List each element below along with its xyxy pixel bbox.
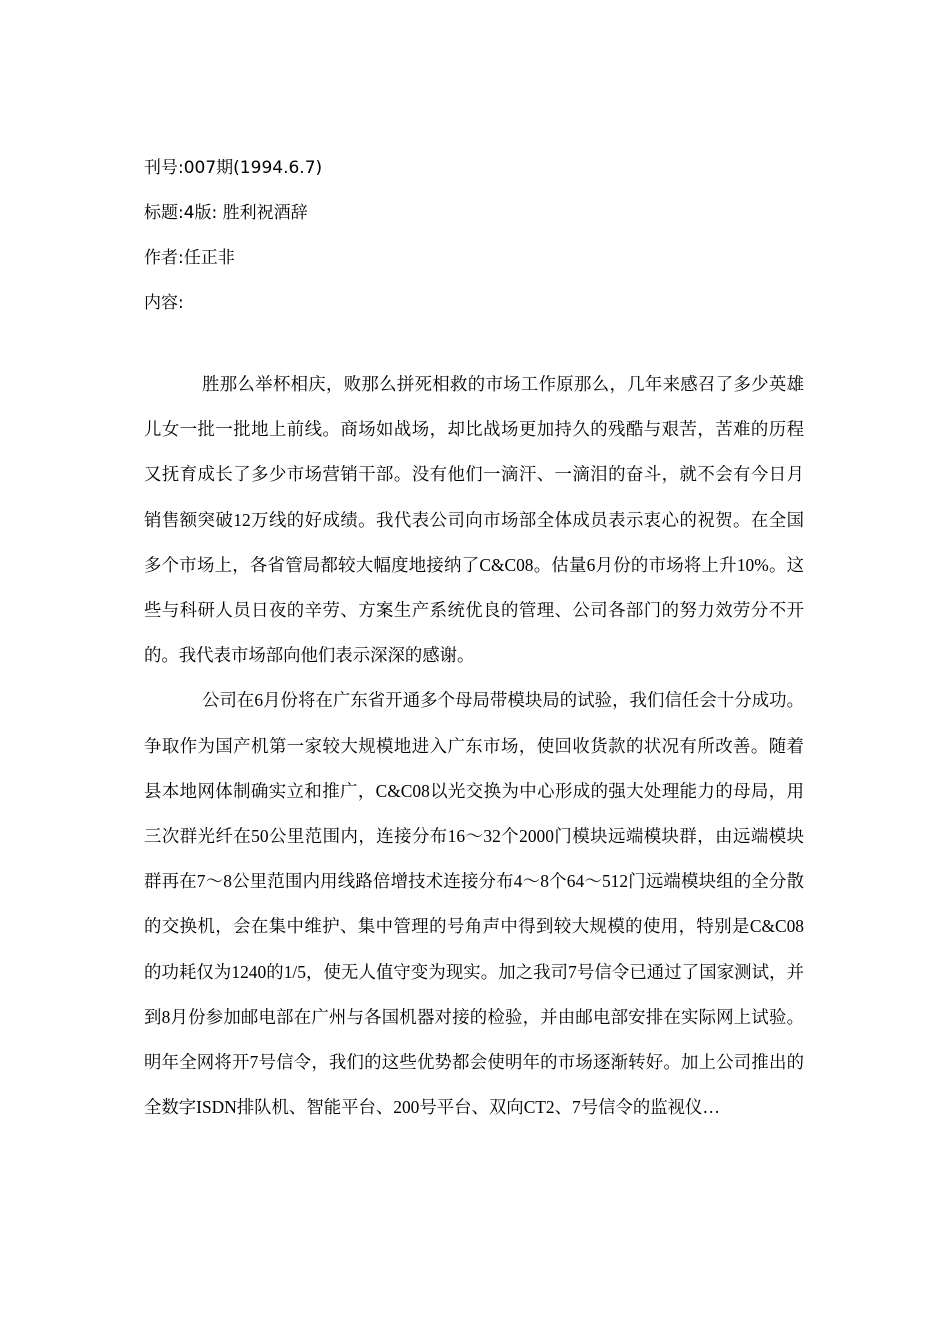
- paragraph-2: 公司在6月份将在广东省开通多个母局带模块局的试验，我们信任会十分成功。争取作为国产机第一家较大规模地进入广东市场，使回收货款的状况有所改善。随着县本地网体制确实立和推广，C&C08以光交换为中心形成的强大处理能力的母局，用三次群光纤在50公里范围内，连接分布16～32个2000门模块远端模块群，由远端模块群再在7～8公里范围内用线路倍增技术连接分布4～8个64～512门远端模块组的全分散的交换机，会在集中维护、集中管理的号角声中得到较大规模的使用，特别是C&C08的功耗仅为1240的1/5，使无人值守变为现实。加之我司7号信令已通过了国家测试，并到8月份参加邮电部在广州与各国机器对接的检验，并由邮电部安排在实际网上试验。明年全网将开7号信令，我们的这些优势都会使明年的市场逐渐转好。加上公司推出的全数字ISDN排队机、智能平台、200号平台、双向CT2、7号信令的监视仪…: [144, 690, 804, 1118]
- author-line: 作者:任正非: [144, 248, 235, 268]
- paragraph-1: 胜那么举杯相庆，败那么拼死相救的市场工作原那么，几年来感召了多少英雄儿女一批一批地上前线。商场如战场，却比战场更加持久的残酷与艰苦，苦难的历程又抚育成长了多少市场营销干部。没有他们一滴汗、一滴泪的奋斗，就不会有今日月销售额突破12万线的好成绩。我代表公司向市场部全体成员表示衷心的祝贺。在全国多个市场上，各省管局都较大幅度地接纳了C&C08。估量6月份的市场将上升10%。这些与科研人员日夜的辛劳、方案生产系统优良的管理、公司各部门的努力效劳分不开的。我代表市场部向他们表示深深的感谢。: [144, 374, 804, 666]
- title-line: 标题:4版: 胜利祝酒辞: [144, 203, 308, 223]
- issue-line: 刊号:007期(1994.6.7): [144, 158, 323, 178]
- content-label: 内容:: [144, 293, 184, 313]
- article-metadata: [144, 152, 804, 332]
- article-body: [144, 362, 804, 1130]
